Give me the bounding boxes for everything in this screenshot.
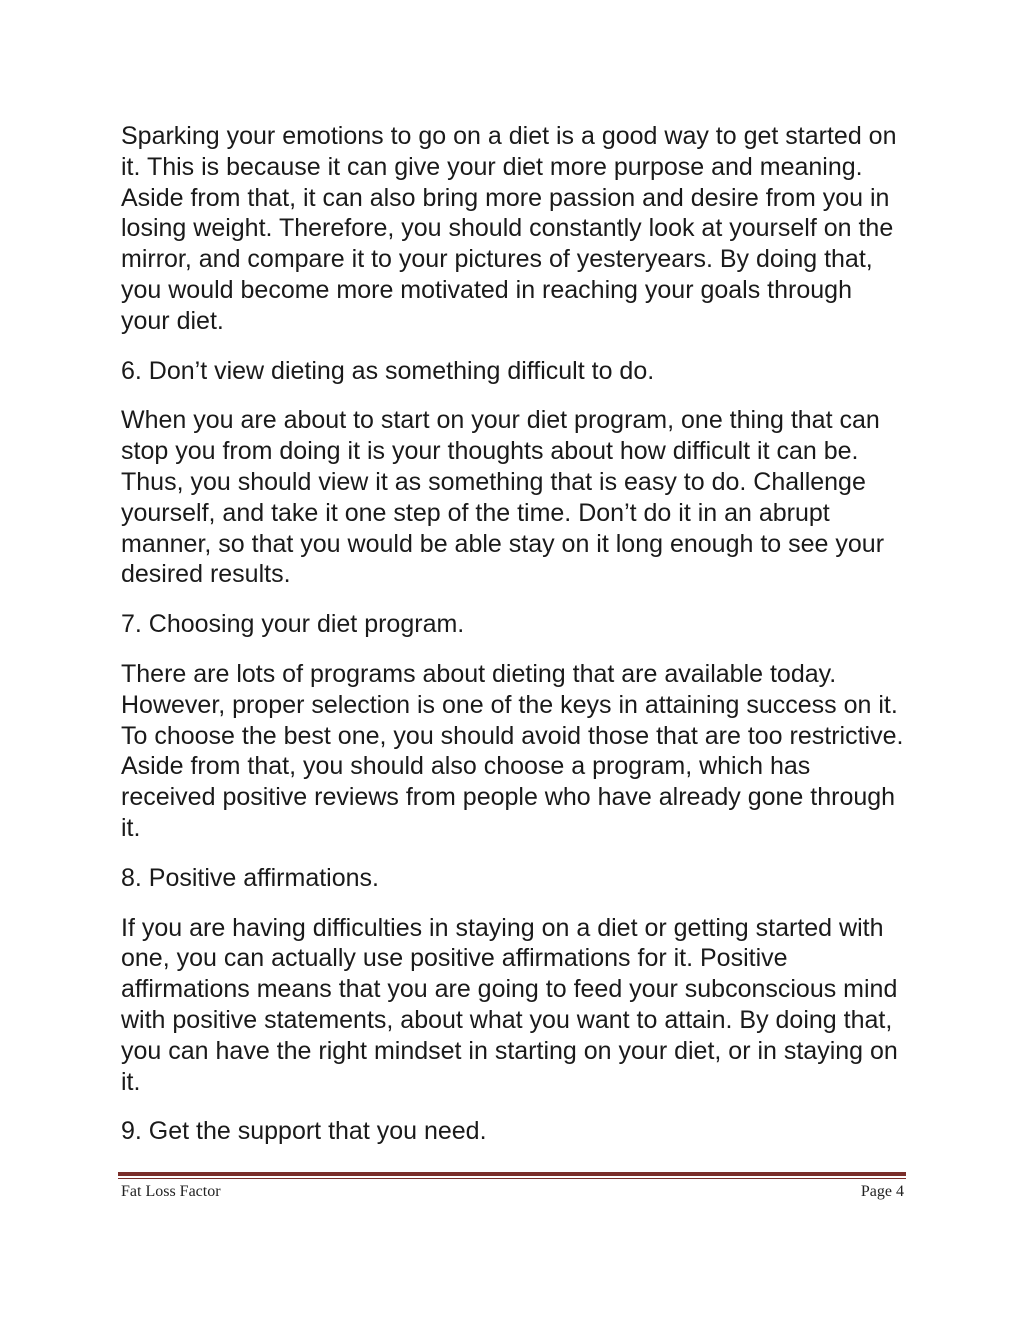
paragraph-emotions: Sparking your emotions to go on a diet is a good way to get started on it. This is because it can give your diet more purpose and meaning. Aside from that, it can also bring more passion and desire from you in losing weight. Therefore, you should constantly look at yourself on the mirror, and compare it to your pictures of yesteryears. By doing that, you would become more motivated in reaching your goals through your diet. (121, 122, 897, 335)
heading-tip-6: 6. Don’t view dieting as something difficult to do. (121, 356, 655, 385)
heading-tip-8: 8. Positive affirmations. (121, 863, 379, 892)
footer-rule-thick (118, 1172, 906, 1176)
footer-title: Fat Loss Factor (121, 1183, 221, 1200)
paragraph-tip-7: There are lots of programs about dieting that are available today. However, proper selection is one of the keys in attaining success on it. To choose the best one, you should avoid those that are too restrictive. Aside from that, you should also choose a program, which has received positive reviews from people who have already gone through it. (121, 659, 904, 842)
page-number: Page 4 (860, 1183, 904, 1200)
paragraph-tip-8: If you are having difficulties in staying on a diet or getting started with one, you can actually use positive affirmations for it. Positive affirmations means that you are going to feed your subconscious mind with positive statements, about what you want to attain. By doing that, you can have the right mindset in starting on your diet, or in staying on it. (121, 913, 898, 1096)
page-body (121, 121, 907, 1166)
heading-tip-7: 7. Choosing your diet program. (121, 610, 465, 639)
heading-tip-9: 9. Get the support that you need. (121, 1117, 487, 1146)
paragraph-tip-6: When you are about to start on your diet program, one thing that can stop you from doing it is your thoughts about how difficult it can be. Thus, you should view it as something that is easy to do. Challenge yourself, and take it one step of the time. Don’t do it in an abrupt manner, so that you would be able stay on it long enough to see your desired results. (121, 406, 885, 589)
footer-rule-thin (118, 1178, 906, 1179)
page-footer (121, 1183, 904, 1201)
